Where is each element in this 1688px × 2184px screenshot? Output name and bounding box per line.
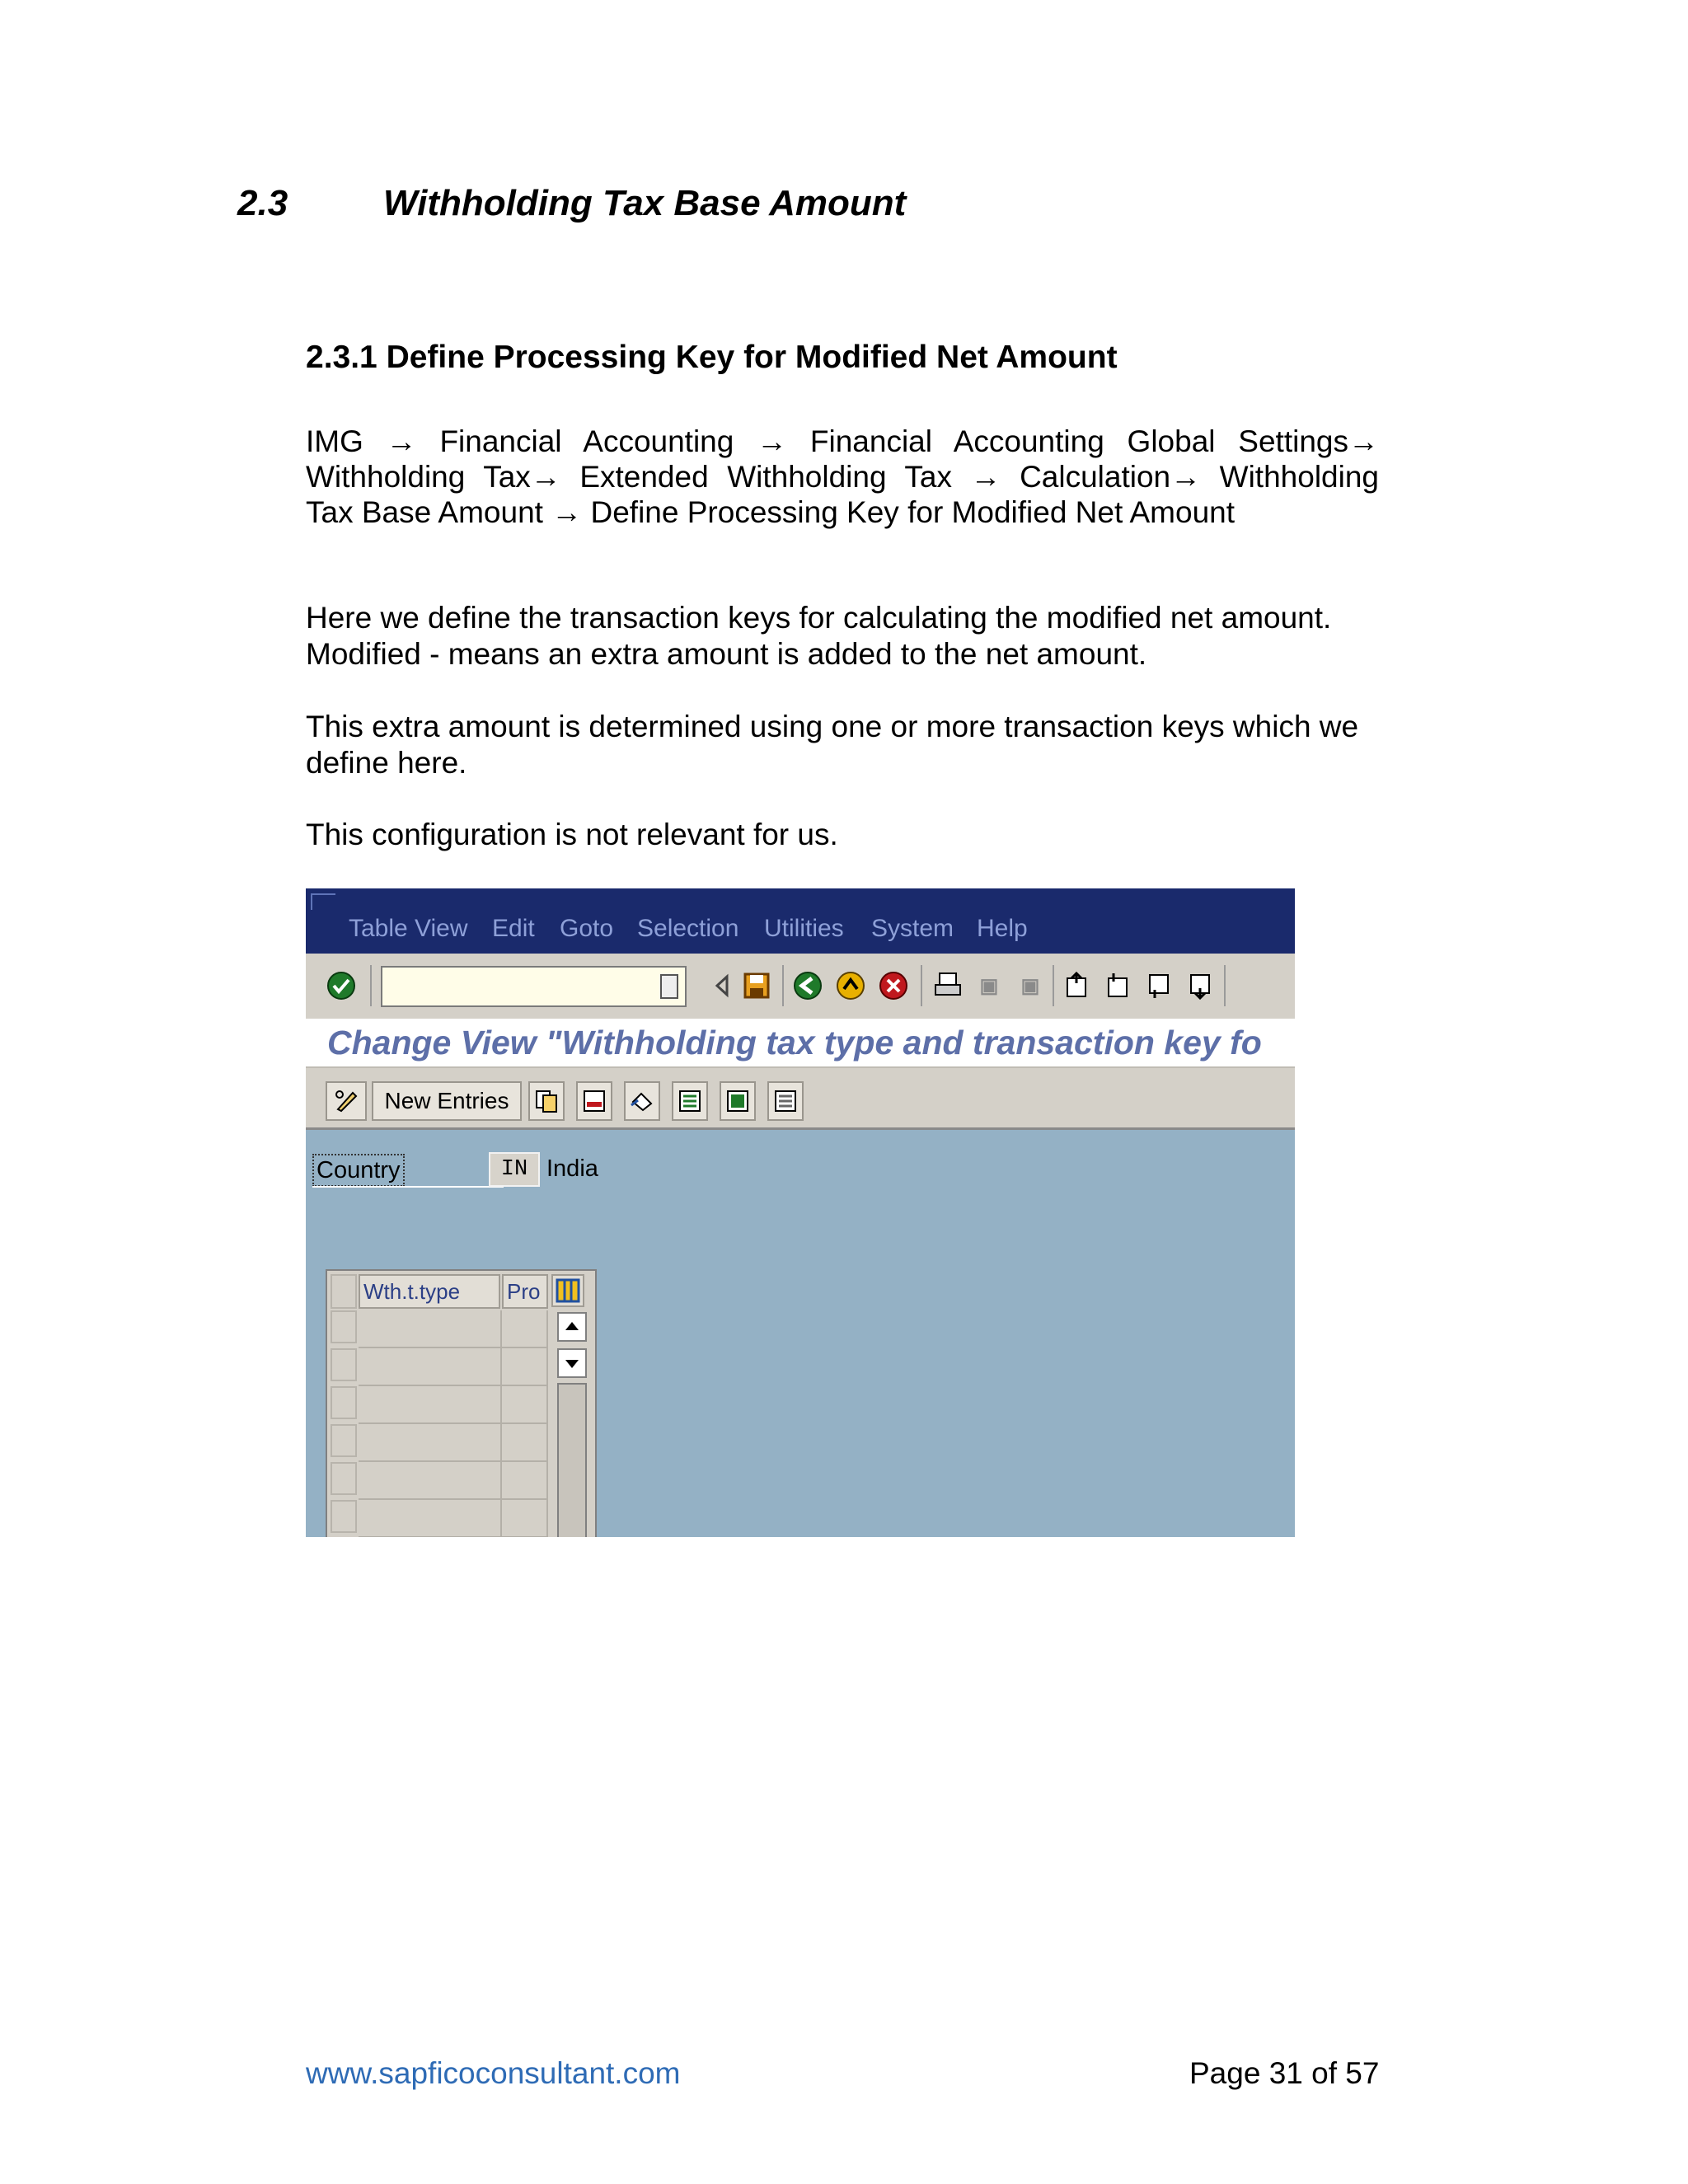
enter-check-icon[interactable] — [326, 970, 357, 1001]
table-cell[interactable] — [359, 1310, 502, 1348]
img-path — [306, 424, 1379, 530]
menu-utilities[interactable]: Utilities — [764, 915, 844, 942]
last-page-icon[interactable] — [1184, 970, 1216, 1001]
application-toolbar — [306, 1066, 1295, 1130]
back-green-icon[interactable] — [792, 970, 823, 1001]
table-cell[interactable] — [502, 1310, 548, 1348]
delete-button[interactable] — [576, 1081, 612, 1121]
section-heading — [237, 183, 906, 224]
menu-bar — [306, 888, 1295, 954]
row-selector[interactable] — [331, 1500, 357, 1533]
column-header-pro[interactable]: Pro — [502, 1274, 548, 1309]
paragraph-transaction-keys: Here we define the transaction keys for calculating the modified net amount. Modified - means an extra amount is added to the net amount. — [306, 601, 1332, 671]
table-cell[interactable] — [359, 1348, 502, 1386]
table-cell[interactable] — [502, 1424, 548, 1462]
subsection-heading: 2.3.1 Define Processing Key for Modified Net Amount — [306, 340, 1118, 375]
table-cell[interactable] — [359, 1424, 502, 1462]
table-cell[interactable] — [359, 1500, 502, 1537]
table-settings-icon[interactable] — [551, 1274, 584, 1307]
find-next-icon[interactable]: ▣ — [1020, 974, 1040, 997]
table-cell[interactable] — [359, 1386, 502, 1424]
img-path-line: Tax Base Amount → Define Processing Key for Modified Net Amount — [306, 495, 1236, 529]
website-link[interactable]: www.sapficoconsultant.com — [306, 2056, 681, 2090]
select-all-rows-button[interactable] — [331, 1274, 357, 1309]
img-path-line: Withholding Tax→ Extended Withholding Tax → Calculation→ Withholding — [306, 460, 1379, 494]
undo-icon — [630, 1089, 654, 1113]
command-field[interactable] — [381, 966, 687, 1007]
page-number: Page 31 of 57 — [1189, 2056, 1380, 2090]
scroll-down-button[interactable] — [557, 1348, 587, 1378]
row-selector[interactable] — [331, 1348, 357, 1381]
row-selector[interactable] — [331, 1386, 357, 1419]
print-icon[interactable] — [932, 970, 964, 1001]
first-page-icon[interactable] — [1061, 970, 1092, 1001]
country-name: India — [546, 1155, 598, 1182]
table-cell[interactable] — [502, 1386, 548, 1424]
command-dropdown-icon[interactable] — [660, 974, 678, 999]
copy-as-button[interactable] — [528, 1081, 565, 1121]
back-arrow-icon[interactable] — [706, 970, 738, 1001]
menu-edit[interactable]: Edit — [492, 915, 535, 942]
select-all-icon — [678, 1089, 702, 1113]
undo-change-button[interactable] — [624, 1081, 660, 1121]
pencil-glasses-icon — [333, 1088, 359, 1114]
save-icon[interactable] — [741, 970, 772, 1001]
menu-corner-icon — [311, 893, 335, 910]
scrollbar-track[interactable] — [557, 1383, 587, 1537]
exit-icon[interactable] — [835, 970, 866, 1001]
country-code-field[interactable]: IN — [489, 1152, 540, 1187]
table-control — [326, 1269, 597, 1537]
menu-selection[interactable]: Selection — [637, 915, 739, 942]
menu-goto[interactable]: Goto — [560, 915, 614, 942]
find-icon[interactable]: ▣ — [979, 974, 999, 997]
screen-title: Change View "Withholding tax type and transaction key fo — [327, 1024, 1262, 1062]
table-cell[interactable] — [502, 1500, 548, 1537]
arrow-down-icon — [559, 1350, 585, 1376]
img-path-line: IMG → Financial Accounting → Financial Accounting Global Settings→ — [306, 424, 1379, 458]
table-cell[interactable] — [359, 1462, 502, 1500]
column-header-wth-type[interactable]: Wth.t.type — [359, 1274, 500, 1309]
menu-table-view[interactable]: Table View — [349, 915, 468, 942]
new-entries-button[interactable]: New Entries — [372, 1081, 522, 1121]
row-selector[interactable] — [331, 1310, 357, 1343]
select-block-button[interactable] — [720, 1081, 756, 1121]
display-change-button[interactable] — [326, 1081, 367, 1121]
standard-toolbar — [306, 954, 1295, 1021]
row-selector[interactable] — [331, 1424, 357, 1457]
row-selector[interactable] — [331, 1462, 357, 1495]
deselect-all-icon — [773, 1089, 798, 1113]
sap-screenshot — [306, 888, 1295, 1537]
select-block-icon — [725, 1089, 750, 1113]
next-page-icon[interactable] — [1143, 970, 1175, 1001]
copy-icon — [534, 1089, 559, 1113]
deselect-all-button[interactable] — [767, 1081, 804, 1121]
table-cell[interactable] — [502, 1348, 548, 1386]
previous-page-icon[interactable] — [1102, 970, 1133, 1001]
select-all-button[interactable] — [672, 1081, 708, 1121]
table-cell[interactable] — [502, 1462, 548, 1500]
cancel-icon[interactable] — [878, 970, 909, 1001]
country-label: Country — [312, 1154, 405, 1187]
paragraph-not-relevant: This configuration is not relevant for us. — [306, 818, 838, 851]
paragraph-extra-amount: This extra amount is determined using one or more transaction keys which we define here. — [306, 710, 1359, 780]
menu-system[interactable]: System — [871, 915, 954, 942]
scroll-up-button[interactable] — [557, 1312, 587, 1342]
menu-help[interactable]: Help — [977, 915, 1028, 942]
section-number: 2.3 — [237, 183, 288, 223]
delete-row-icon — [582, 1089, 607, 1113]
section-title: Withholding Tax Base Amount — [383, 183, 907, 223]
arrow-up-icon — [559, 1314, 585, 1340]
